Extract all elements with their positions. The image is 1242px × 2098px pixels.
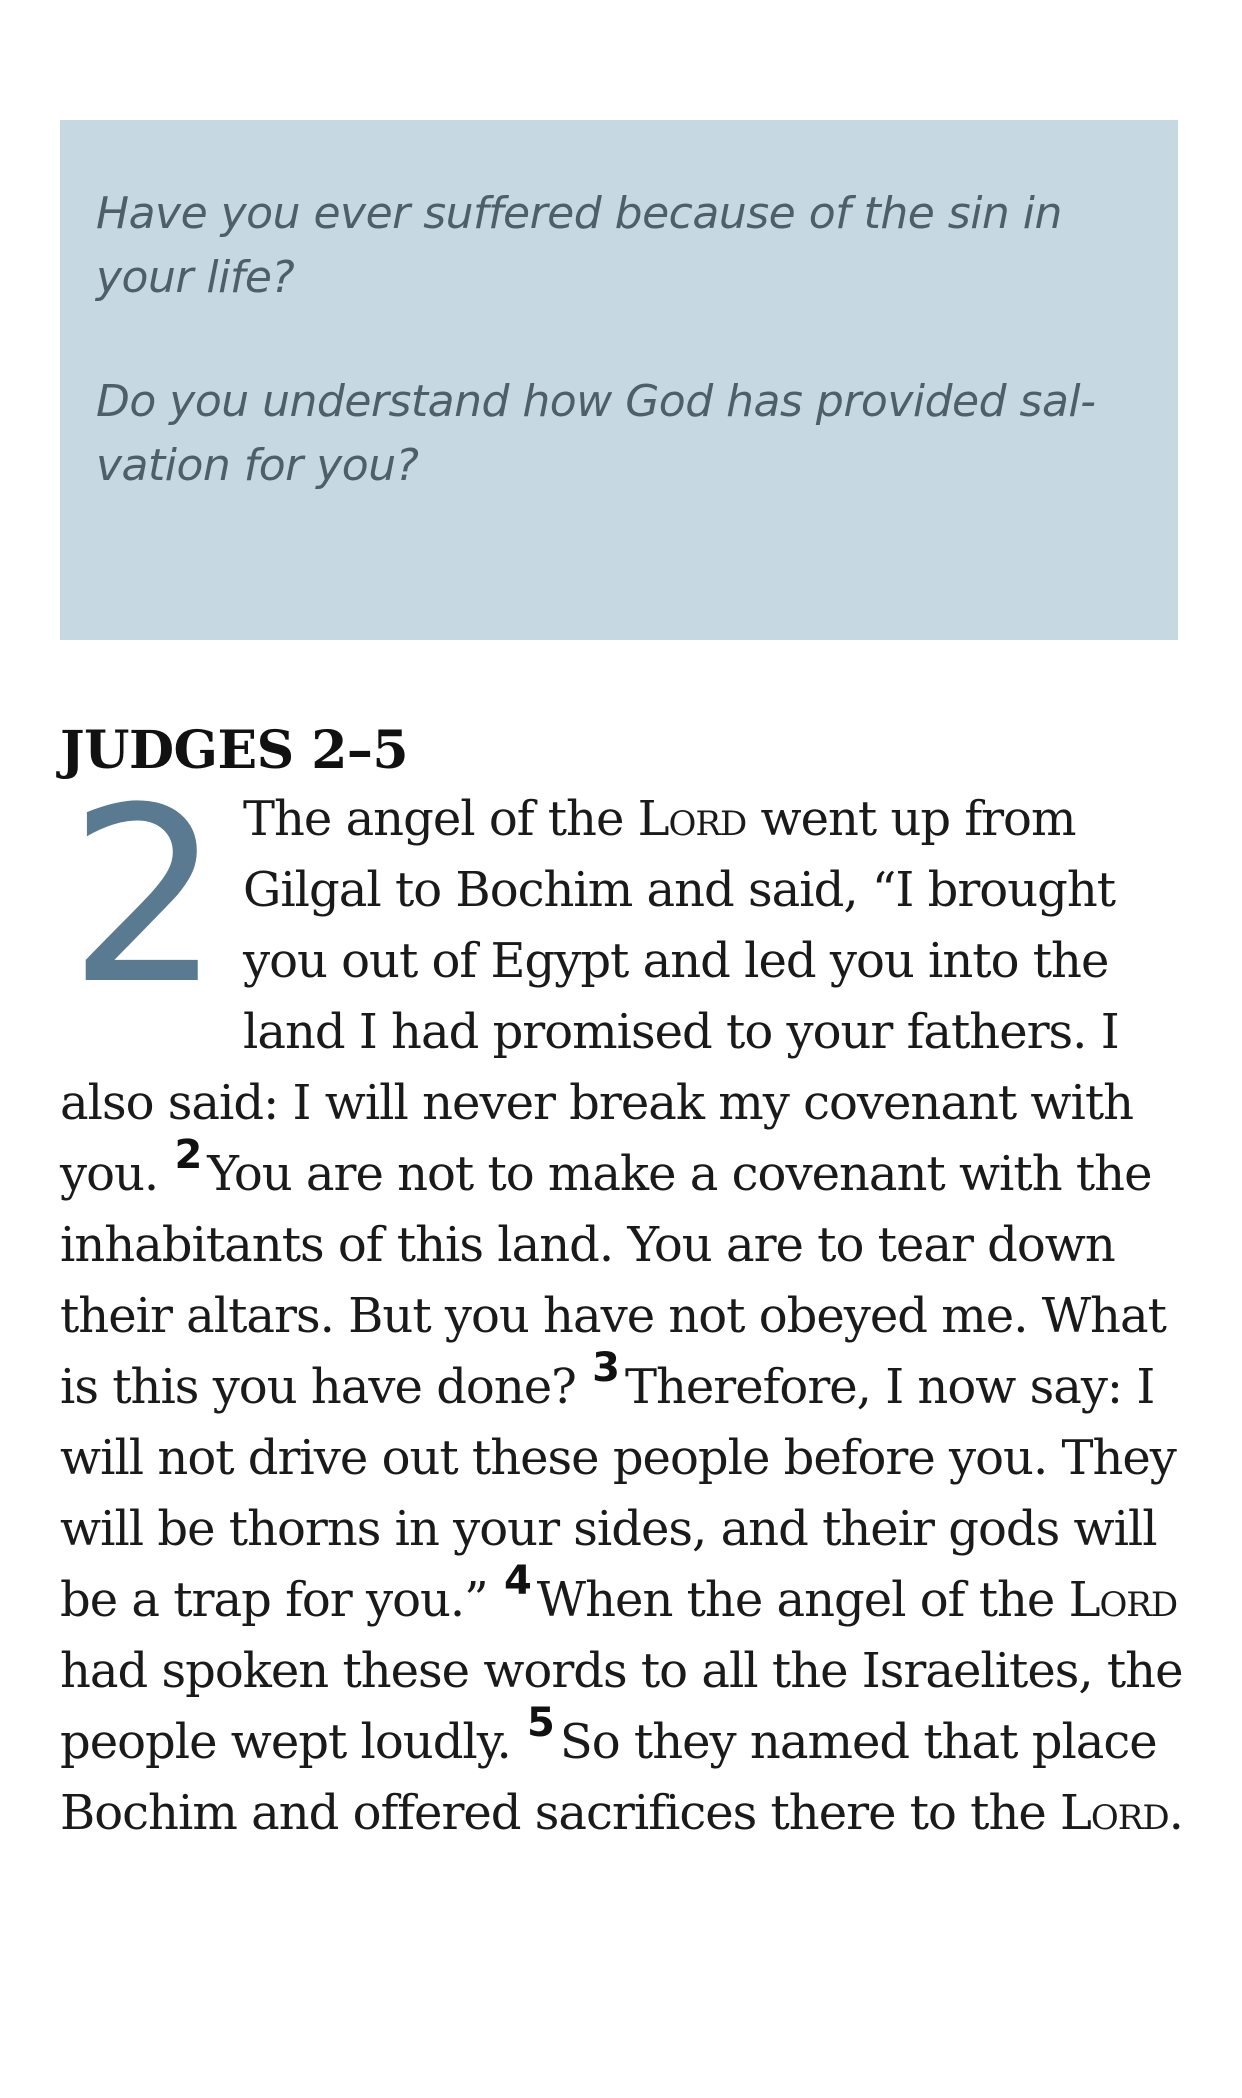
verse-number: 5 bbox=[527, 1700, 554, 1746]
chapter-dropcap: 2 bbox=[68, 756, 221, 1038]
reflection-question-2: Do you understand how God has provided sal-vation for you? bbox=[96, 376, 1096, 491]
section-heading: JUDGES 2–5 bbox=[60, 720, 409, 781]
lord-small-caps: Lord bbox=[1060, 1785, 1169, 1841]
lord-small-caps: Lord bbox=[1068, 1572, 1178, 1628]
lord-small-caps: Lord bbox=[637, 791, 747, 847]
scripture-section bbox=[60, 718, 1190, 1849]
passage-text: The angel of the bbox=[242, 791, 638, 847]
reflection-callout bbox=[60, 120, 1178, 640]
verse-number: 4 bbox=[503, 1558, 531, 1604]
passage-text: You are not to make a covenant with the inhabitants of this land. You are to tear down their altars. But you have not obeyed me. What is this you have done? bbox=[60, 1146, 1166, 1415]
passage-text: had spoken these words to all the Israelites, the people wept loudly. bbox=[60, 1643, 1183, 1770]
verse-number: 2 bbox=[174, 1132, 202, 1178]
passage-text: When the angel of the bbox=[536, 1572, 1069, 1628]
verse-number: 3 bbox=[592, 1345, 619, 1391]
passage-text: So they named that place Bochim and offered sacrifices there to the bbox=[60, 1714, 1157, 1841]
passage-text: Therefore, I now say: I will not drive out these people before you. They will be thorns in your sides, and their gods will be a trap for you.” bbox=[60, 1359, 1176, 1628]
passage-text: . bbox=[1168, 1785, 1183, 1841]
scripture-passage bbox=[60, 756, 1190, 1849]
passage-text: went up from Gilgal to Bochim and said, “I brought you out of Egypt and led you into the land I had promised to your fathers. I also said: I will never break my covenant with you. bbox=[60, 791, 1134, 1202]
reflection-question-1: Have you ever suffered because of the sin in your life? bbox=[96, 188, 1062, 303]
